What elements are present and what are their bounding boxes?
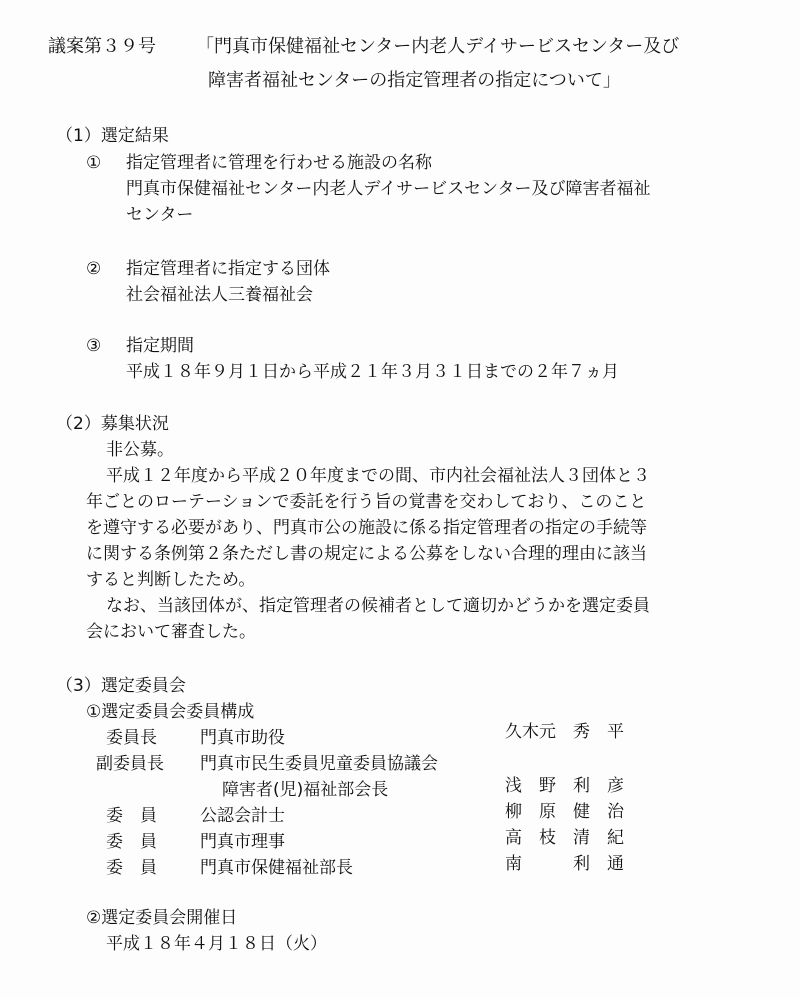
member-role: 委 員 — [106, 858, 157, 878]
member-name: 高 枝 清 紀 — [505, 828, 624, 848]
member-position: 門真市助役 — [200, 728, 285, 748]
item-2-marker: ② — [86, 259, 102, 279]
item-1-marker: ① — [86, 153, 102, 173]
item-3-label: 指定期間 — [126, 336, 194, 356]
meeting-date-subheading: ②選定委員会開催日 — [86, 908, 238, 928]
member-role: 副委員長 — [96, 754, 164, 774]
member-position: 門真市理事 — [200, 832, 285, 852]
member-name: 浅 野 利 彦 — [505, 776, 624, 796]
section-2-text-line: 非公募。 — [106, 440, 174, 460]
meeting-date: 平成１８年４月１８日（火） — [106, 934, 327, 954]
item-1-text-line: 門真市保健福祉センター内老人デイサービスセンター及び障害者福祉 — [126, 179, 651, 199]
section-2-text-line: すると判断したため。 — [86, 570, 256, 590]
member-position: 門真市民生委員児童委員協議会 — [200, 754, 438, 774]
member-position: 門真市保健福祉部長 — [200, 858, 353, 878]
member-role: 委 員 — [106, 806, 157, 826]
item-2-text-line: 社会福祉法人三養福祉会 — [126, 285, 313, 305]
item-1-text-line: センター — [126, 205, 194, 225]
item-3-text-line: 平成１８年９月１日から平成２１年３月３１日までの２年７ヵ月 — [126, 362, 619, 382]
member-role: 委 員 — [106, 832, 157, 852]
section-2-text-line: 会において審査した。 — [86, 622, 256, 642]
section-1-heading: （1）選定結果 — [56, 126, 169, 146]
document-title-line-1: 「門真市保健福祉センター内老人デイサービスセンター及び — [196, 36, 680, 57]
section-2-text-line: を遵守する必要があり、門真市公の施設に係る指定管理者の指定の手続等 — [86, 518, 647, 538]
member-name: 久木元 秀 平 — [505, 722, 624, 742]
member-position: 公認会計士 — [200, 806, 285, 826]
item-1-label: 指定管理者に管理を行わせる施設の名称 — [126, 153, 432, 173]
member-name: 南 利 通 — [505, 854, 624, 874]
document-title-line-2: 障害者福祉センターの指定管理者の指定について」 — [208, 70, 621, 91]
section-2-text-line: 平成１２年度から平成２０年度までの間、市内社会福祉法人３団体と３ — [106, 466, 650, 486]
section-2-text-line: なお、当該団体が、指定管理者の候補者として適切かどうかを選定委員 — [106, 596, 650, 616]
bill-number: 議案第３９号 — [48, 36, 156, 57]
item-3-marker: ③ — [86, 336, 102, 356]
item-2-label: 指定管理者に指定する団体 — [126, 259, 330, 279]
section-3-heading: （3）選定委員会 — [56, 676, 186, 696]
section-2-text-line: 年ごとのローテーションで委託を行う旨の覚書を交わしており、このこと — [86, 492, 647, 512]
member-name: 柳 原 健 治 — [505, 802, 624, 822]
section-2-heading: （2）募集状況 — [56, 414, 169, 434]
member-role: 委員長 — [106, 728, 157, 748]
section-2-text-line: に関する条例第２条ただし書の規定による公募をしない合理的理由に該当 — [86, 544, 647, 564]
member-position-continued: 障害者(児)福祉部会長 — [222, 780, 389, 800]
committee-members-subheading: ①選定委員会委員構成 — [86, 702, 255, 722]
